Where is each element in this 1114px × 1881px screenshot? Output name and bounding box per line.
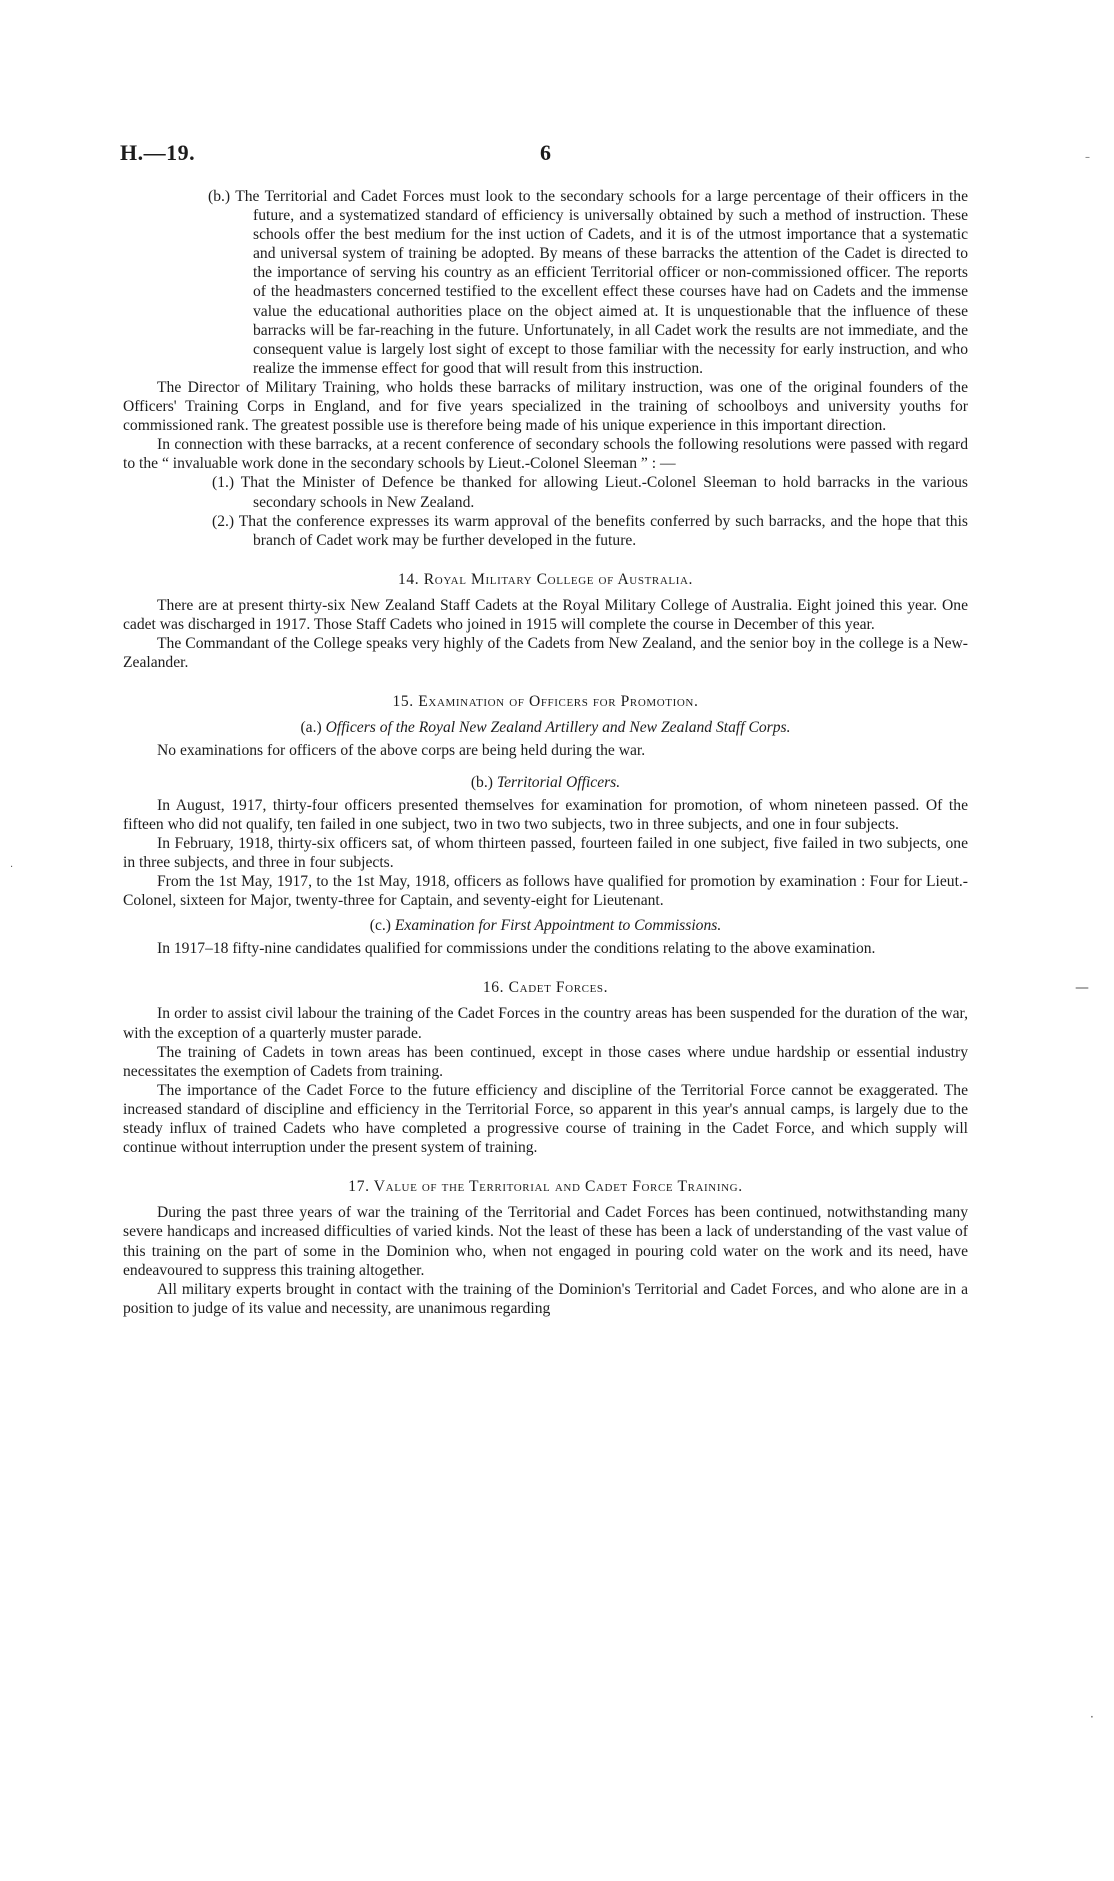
scan-speck: —	[1075, 980, 1089, 996]
section-17-paragraph-2: All military experts brought in contact with the training of the Dominion's Territorial and Cadet Forces, and who alone are in a position to judge of its value and necessity, are unanimous regarding	[123, 1280, 968, 1317]
scan-speck: ·	[10, 862, 14, 873]
section-15-subheading-c	[123, 916, 968, 935]
page-number: 6	[540, 140, 551, 165]
subheading-a-label: (a.)	[300, 719, 322, 737]
section-b-text: The Territorial and Cadet Forces must look to the secondary schools for a large percentage of their officers in the future, and a systematized standard of efficiency is universally obtained by such a method of instruction. These schools offer the best medium for the inst uction of Cadets, and it is of the utmost importance that a systematic and universal system of training be adopted. By means of these barracks the attention of the Cadet is directed to the importance of serving his country as an efficient Territorial officer or non-commissioned officer. The reports of the headmasters concerned testified to the excellent effect these courses have had on Cadets and the immense value the educational authorities place on the object aimed at. It is unquestionable that the influence of these barracks will be far-reaching in the future. Unfortunately, in all Cadet work the results are not immediate, and the consequent value is largely lost sight of except to those familiar with the necessity for early instruction, and who realize the immense effect for good that will result from this instruction.	[235, 188, 968, 377]
director-paragraph: The Director of Military Training, who holds these barracks of military instruction, was one of the original founders of the Officers' Training Corps in England, and for five years specialized in the training of schoolboys and university youths for commissioned rank. The greatest possible use is therefore being made of his unique experience in this important direction.	[123, 378, 968, 435]
section-b-paragraph	[123, 187, 968, 378]
subheading-c-title: Examination for First Appointment to Commissions.	[394, 917, 722, 935]
resolution-2-label: (2.)	[212, 512, 235, 530]
resolution-1-text: That the Minister of Defence be thanked for allowing Lieut.-Colonel Sleeman to hold barracks in the various secondary schools in New Zealand.	[240, 474, 968, 511]
section-15-paragraph-a: No examinations for officers of the above corps are being held during the war.	[157, 742, 646, 760]
section-15-paragraph-b2: In February, 1918, thirty-six officers sat, of whom thirteen passed, fourteen failed in one subject, five failed in two subjects, one in three subjects, and three in four subjects.	[123, 834, 968, 871]
section-15-paragraph-b1: In August, 1917, thirty-four officers presented themselves for examination for promotion, of whom nineteen passed. Of the fifteen who did not qualify, ten failed in one subject, two in two two subjects, two in three subjects, and one in four subjects.	[123, 796, 968, 833]
section-15-subheading-b	[123, 773, 968, 792]
section-15-paragraph-c: In 1917–18 fifty-nine candidates qualified for commissions under the conditions relating to the above examination.	[157, 940, 876, 958]
subheading-a-title: Officers of the Royal New Zealand Artillery and New Zealand Staff Corps.	[325, 719, 791, 737]
resolution-2-text: That the conference expresses its warm approval of the benefits conferred by such barracks, and the hope that this branch of Cadet work may be further developed in the future.	[238, 512, 968, 549]
section-15-subheading-a	[123, 718, 968, 737]
section-15-paragraph-b3: From the 1st May, 1917, to the 1st May, 1918, officers as follows have qualified for promotion by examination : Four for Lieut.-Colonel, sixteen for Major, twenty-three for Captain, and seventy-eight for Lieutenant.	[123, 873, 968, 910]
section-15-heading: 15. Examination of Officers for Promotion.	[392, 693, 699, 711]
resolutions-intro-paragraph: In connection with these barracks, at a recent conference of secondary schools the following resolutions were passed with regard to the “ invaluable work done in the secondary schools by Lieut.-Colonel Sleeman ” : —	[123, 436, 968, 473]
page-body	[123, 187, 968, 1318]
section-14-paragraph-1: There are at present thirty-six New Zealand Staff Cadets at the Royal Military College of Australia. Eight joined this year. One cadet was discharged in 1917. Those Staff Cadets who joined in 1915 will complete the course in December of this year.	[123, 596, 968, 633]
section-16-heading: 16. Cadet Forces.	[482, 979, 609, 997]
section-17-heading: 17. Value of the Territorial and Cadet Force Training.	[348, 1178, 743, 1196]
section-16-paragraph-1: In order to assist civil labour the training of the Cadet Forces in the country areas has been suspended for the duration of the war, with the exception of a quarterly muster parade.	[123, 1005, 968, 1042]
subheading-b-label: (b.)	[470, 773, 493, 791]
resolution-2	[123, 512, 968, 550]
resolution-1	[123, 473, 968, 511]
section-16-paragraph-2: The training of Cadets in town areas has been continued, except in those cases where undue hardship or essential industry necessitates the exemption of Cadets from training.	[123, 1043, 968, 1080]
section-14-paragraph-2: The Commandant of the College speaks very highly of the Cadets from New Zealand, and the senior boy in the college is a New-Zealander.	[123, 635, 968, 672]
subheading-b-title: Territorial Officers.	[496, 773, 621, 791]
resolution-1-label: (1.)	[212, 474, 235, 492]
scan-speck: ·	[1090, 1710, 1094, 1724]
section-b-label: (b.)	[208, 188, 231, 205]
section-14-heading: 14. Royal Military College of Australia.	[398, 570, 693, 588]
section-16-paragraph-3: The importance of the Cadet Force to the future efficiency and discipline of the Territorial Force cannot be exaggerated. The increased standard of discipline and efficiency in the Territorial Force, so apparent in this year's annual camps, is largely due to the steady influx of trained Cadets who have completed a progressive course of training in the Cadet Force, and which supply will continue without interruption under the present system of training.	[123, 1081, 968, 1157]
document-reference: H.—19.	[120, 140, 196, 165]
scan-speck: –	[1085, 152, 1090, 163]
section-17-paragraph-1: During the past three years of war the training of the Territorial and Cadet Forces has been continued, notwithstanding many severe handicaps and increased difficulties of varied kinds. Not the least of these has been a lack of understanding of the vast value of this training on the part of some in the Dominion who, when not engaged in pouring cold water on the work and its need, have endeavoured to suppress this training altogether.	[123, 1204, 968, 1279]
subheading-c-label: (c.)	[369, 917, 391, 935]
